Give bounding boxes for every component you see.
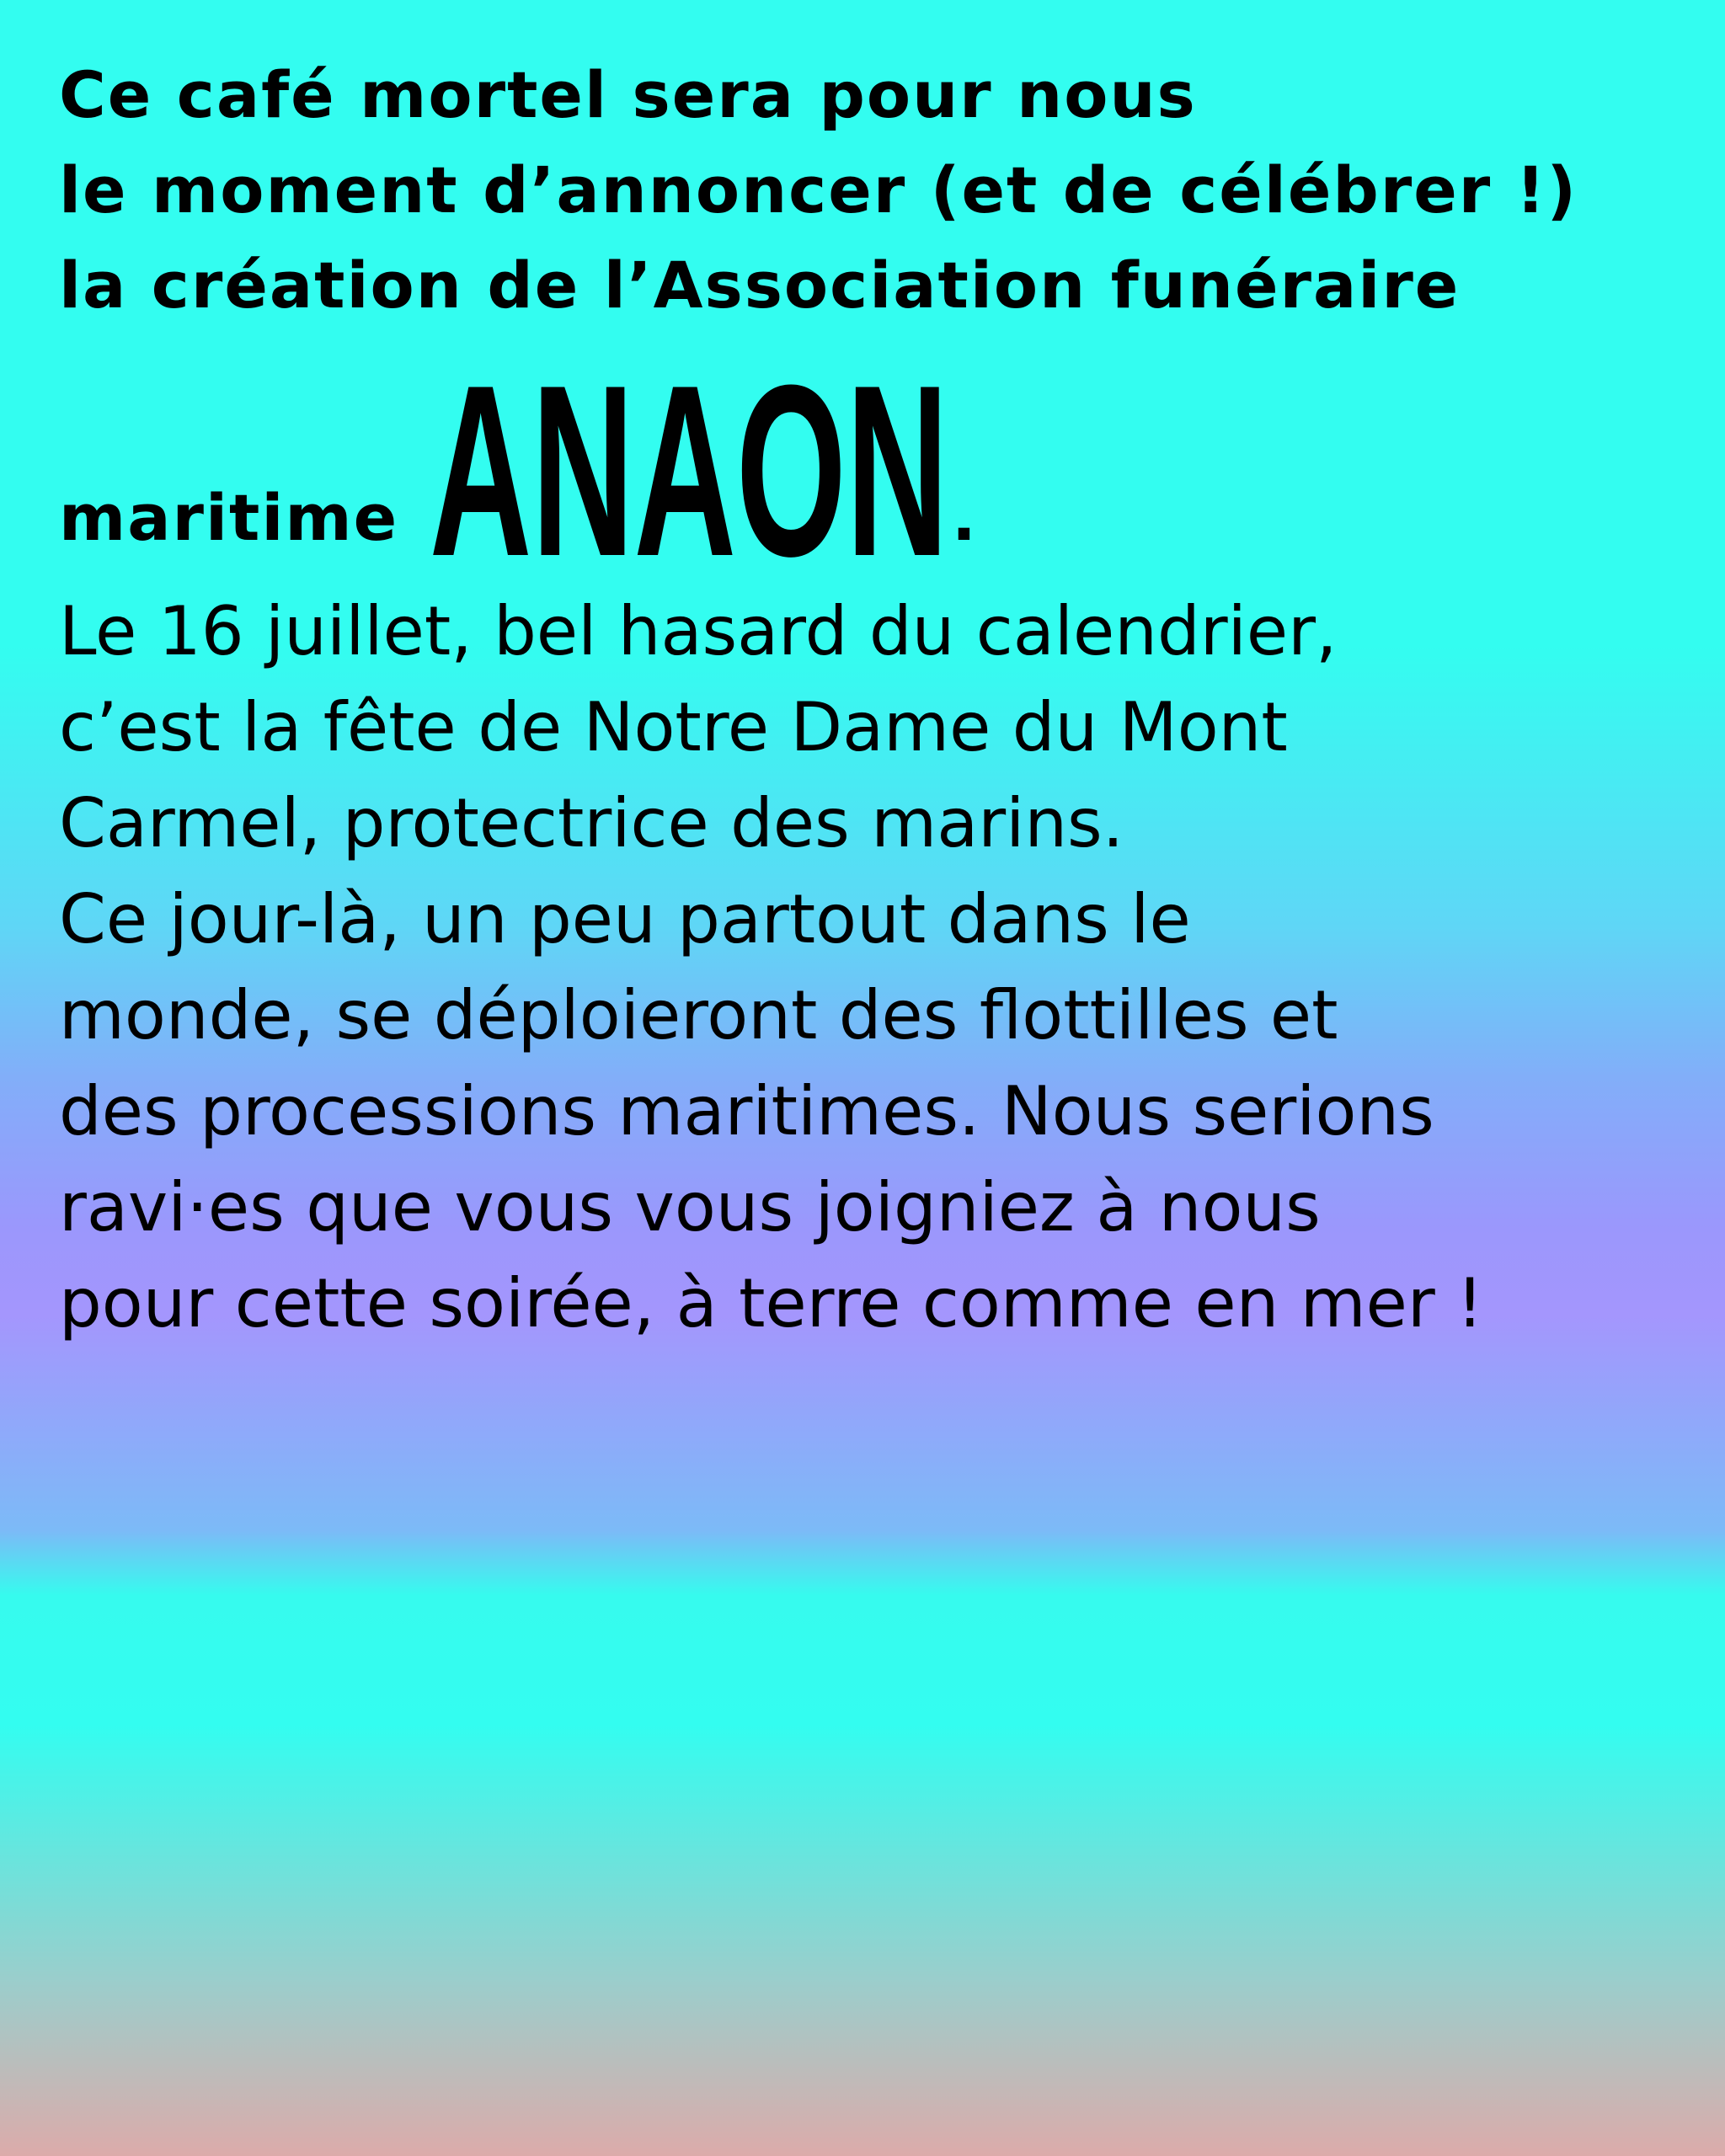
intro-line: Ce café mortel sera pour nous — [59, 57, 1197, 132]
title-prefix: maritime — [59, 480, 399, 555]
body-line: ravi·es que vous vous joigniez à nous — [59, 1168, 1321, 1246]
body-line: Carmel, protectrice des marins. — [59, 784, 1124, 862]
intro-line: la création de l’Association funéraire — [59, 248, 1461, 323]
body-line: des processions maritimes. Nous serions — [59, 1072, 1434, 1150]
body-line: c’est la fête de Notre Dame du Mont — [59, 688, 1288, 766]
body-line: Ce jour-là, un peu partout dans le — [59, 880, 1191, 958]
intro-paragraph — [59, 47, 1676, 333]
body-line: pour cette soirée, à terre comme en mer ! — [59, 1264, 1484, 1342]
body-line: Le 16 juillet, bel hasard du calendrier, — [59, 592, 1338, 670]
anaon-wordmark — [430, 338, 952, 560]
title-period: . — [952, 480, 976, 555]
anaon-wordmark-text: ANAON — [430, 338, 948, 560]
intro-line: le moment d’annoncer (et de célébrer !) — [59, 152, 1578, 227]
body-line: monde, se déploieront des flottilles et — [59, 976, 1338, 1054]
association-title — [59, 326, 1676, 570]
body-paragraph — [59, 584, 1676, 1352]
poster — [59, 47, 1676, 1352]
